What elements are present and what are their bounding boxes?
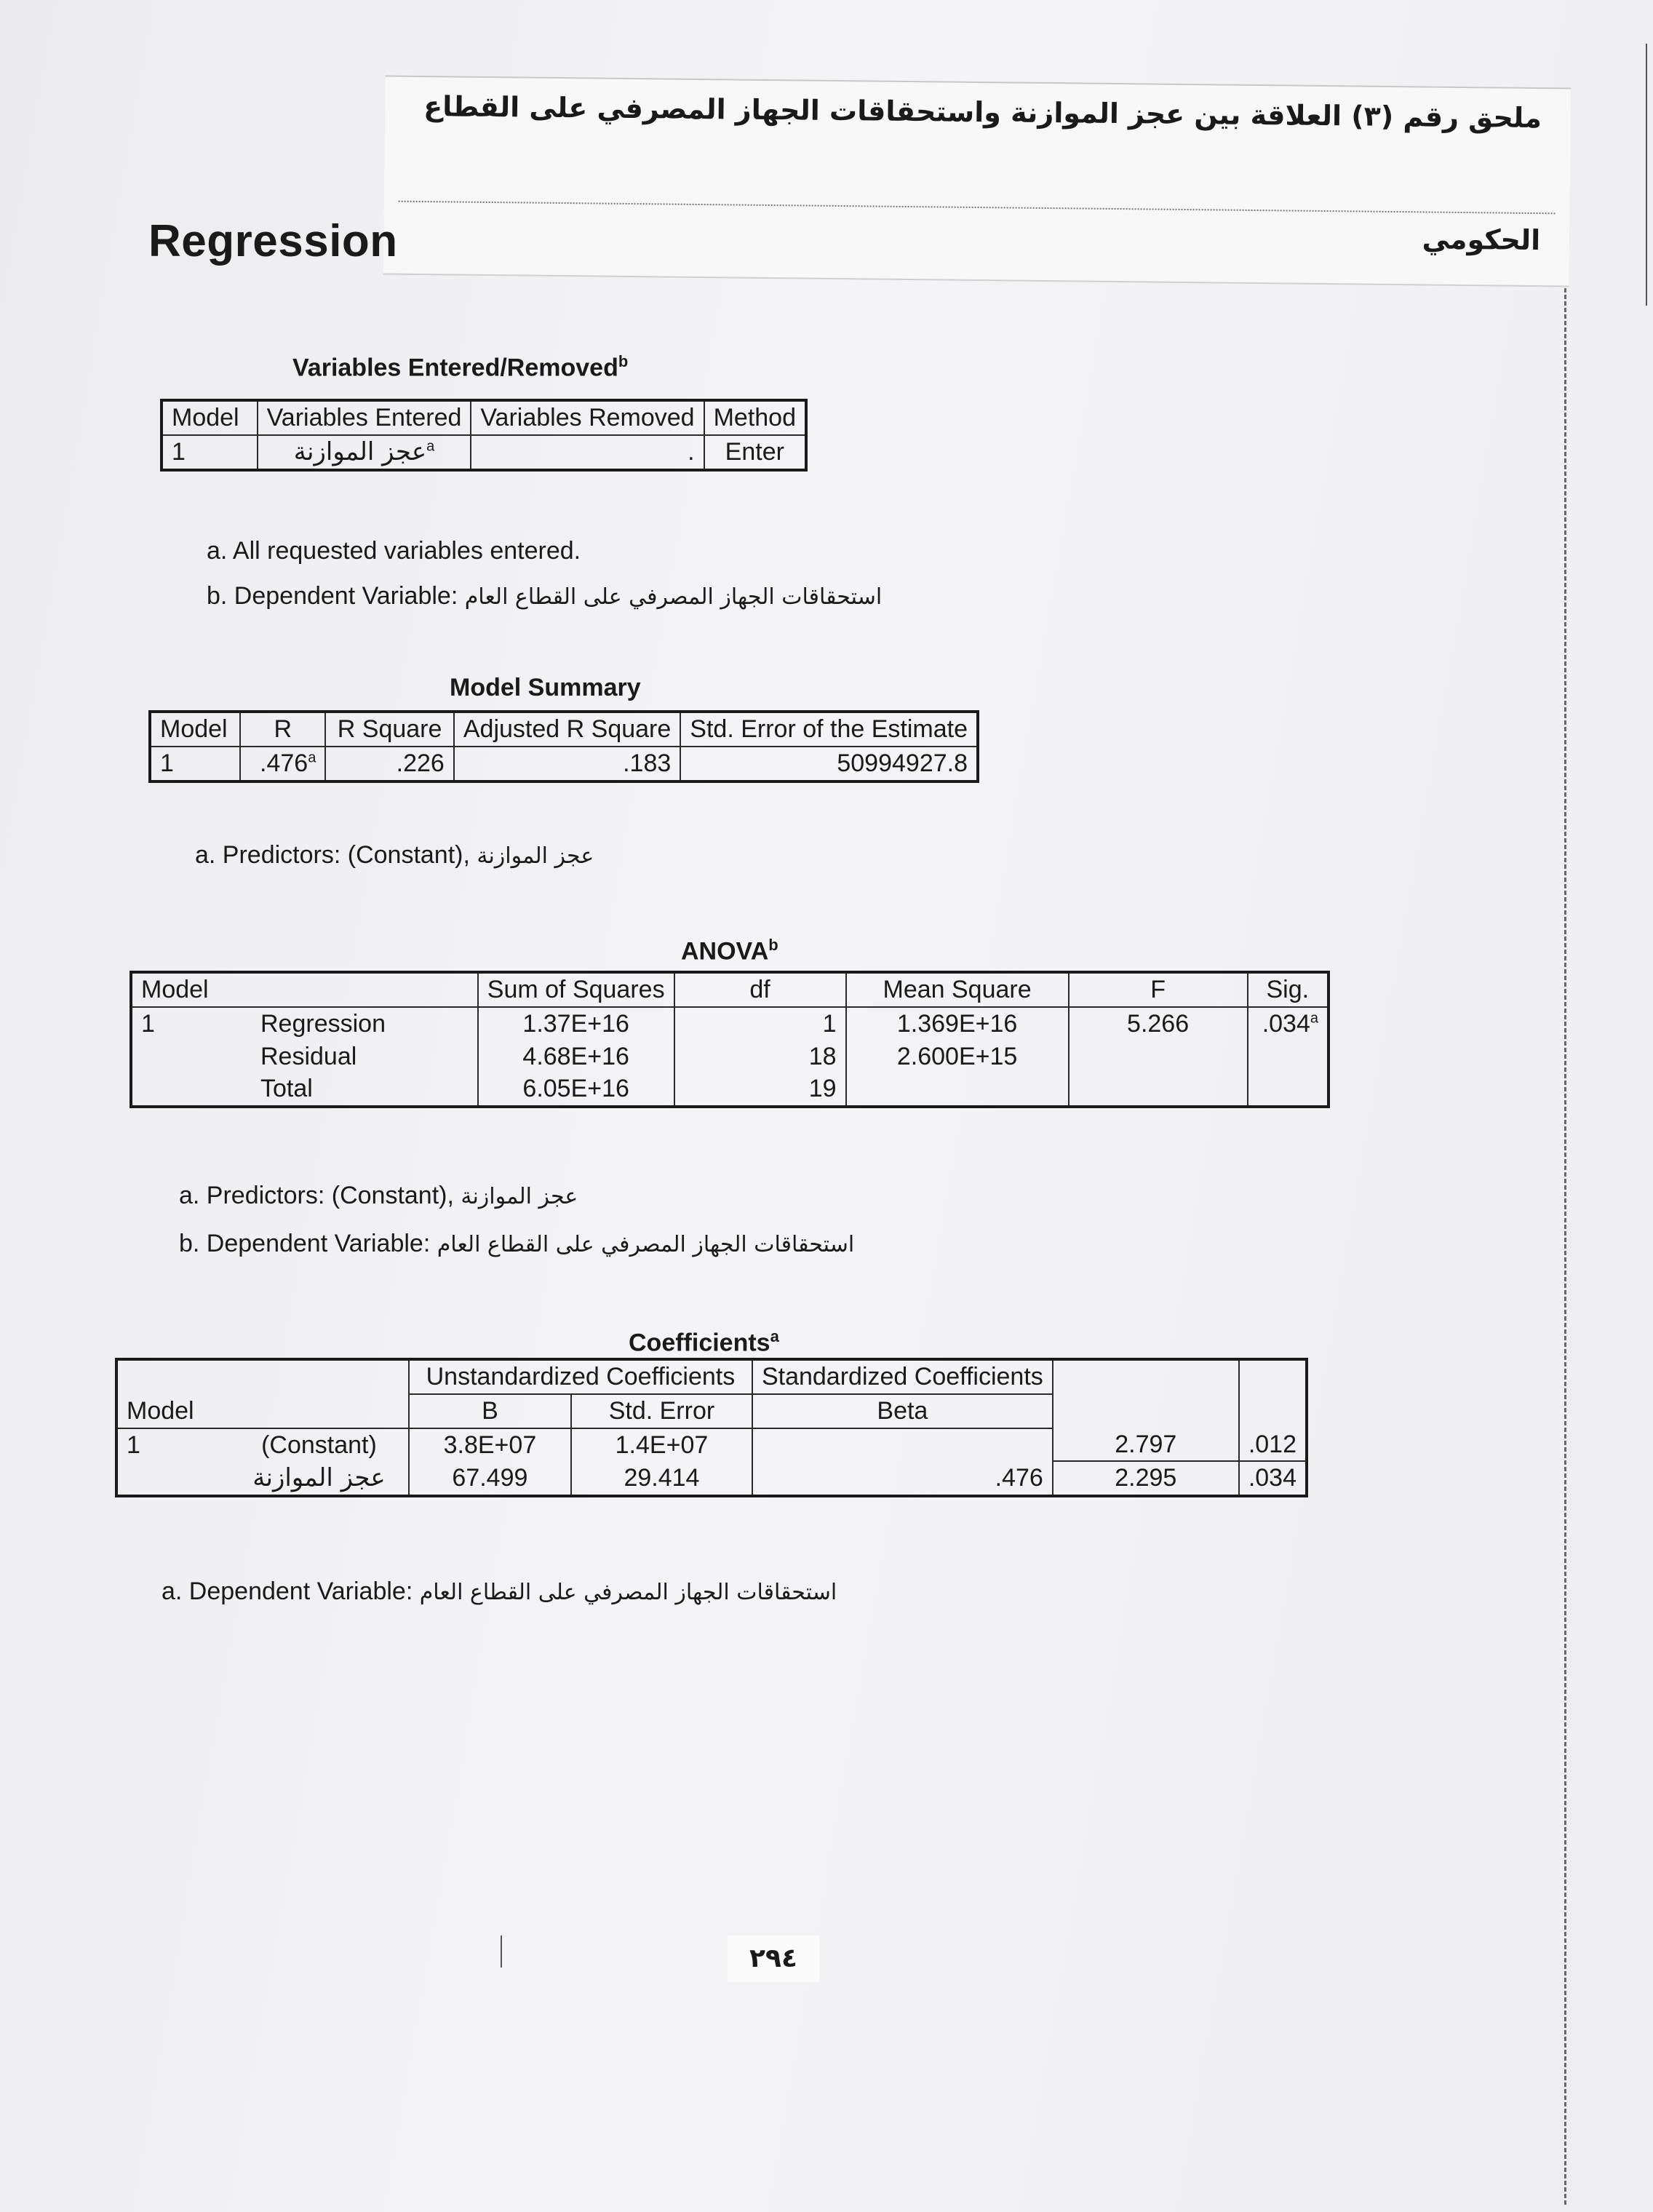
col-model: Model [131, 972, 478, 1007]
row-df: 19 [674, 1073, 846, 1107]
page-number: ٢٩٤ [728, 1936, 819, 1982]
row-ss: 4.68E+16 [478, 1041, 674, 1073]
col-sig [1239, 1359, 1307, 1428]
table-row [116, 1428, 1307, 1462]
header-line-2: الحكومي [1422, 223, 1541, 257]
row-entered: عجز الموازنة$^a$ [258, 435, 471, 470]
variables-table [160, 399, 808, 472]
row-df: 18 [674, 1041, 846, 1073]
coefficients-note: a. Dependent Variable: استحقاقات الجهاز المصرفي على القطاع العام [162, 1578, 837, 1605]
row-ms: 2.600E+15 [846, 1041, 1069, 1073]
row-df: 1 [674, 1007, 846, 1041]
col-model: Model [116, 1359, 409, 1428]
row-std-error: 50994927.8 [680, 747, 978, 781]
row-model: 1 [131, 1007, 252, 1041]
row-f: 5.266 [1069, 1007, 1248, 1041]
row-model: 1 [150, 747, 240, 781]
row-model: 1 [162, 435, 258, 470]
anova-note-b: b. Dependent Variable: استحقاقات الجهاز المصرفي على القطاع العام [179, 1230, 855, 1257]
row-se: 1.4E+07 [571, 1428, 752, 1462]
col-std-error: Std. Error of the Estimate [680, 712, 978, 747]
variables-note-a: a. All requested variables entered. [207, 537, 581, 565]
row-removed: . [471, 435, 704, 470]
col-df: df [674, 972, 846, 1007]
table-row [131, 1073, 1329, 1107]
col-sum-of-squares: Sum of Squares [478, 972, 674, 1007]
row-se: 29.414 [571, 1461, 752, 1496]
row-beta: .476 [752, 1461, 1053, 1496]
col-r-square: R Square [325, 712, 454, 747]
scan-mark [501, 1936, 502, 1968]
row-sig: .012 [1239, 1428, 1307, 1462]
row-adj-r-square: .183 [454, 747, 680, 781]
header-divider [399, 201, 1556, 215]
row-r-square: .226 [325, 747, 454, 781]
row-label: (Constant) [230, 1428, 409, 1462]
col-f: F [1069, 972, 1248, 1007]
row-sig: .034$^a$ [1248, 1007, 1329, 1041]
col-sig: Sig. [1248, 972, 1329, 1007]
table-row [116, 1461, 1307, 1496]
row-ms: 1.369E+16 [846, 1007, 1069, 1041]
anova-note-a: a. Predictors: (Constant), عجز الموازنة [179, 1182, 578, 1209]
col-t [1053, 1359, 1239, 1428]
col-mean-square: Mean Square [846, 972, 1069, 1007]
col-adj-r-square: Adjusted R Square [454, 712, 680, 747]
row-b: 67.499 [409, 1461, 571, 1496]
row-r: .476$^a$ [240, 747, 325, 781]
row-ss: 1.37E+16 [478, 1007, 674, 1041]
row-sig: .034 [1239, 1461, 1307, 1496]
row-label: Total [252, 1073, 478, 1107]
col-removed: Variables Removed [471, 400, 704, 435]
scan-edge-line-outer [1646, 44, 1647, 306]
col-beta: Beta [752, 1394, 1053, 1428]
variables-note-b: b. Dependent Variable: استحقاقات الجهاز المصرفي على القطاع العام [207, 582, 883, 610]
row-model: 1 [116, 1428, 230, 1462]
section-title: Regression [148, 216, 398, 266]
col-r: R [240, 712, 325, 747]
group-standardized: Standardized Coefficients [752, 1359, 1053, 1394]
row-method: Enter [704, 435, 806, 470]
col-model: Model [162, 400, 258, 435]
row-label: Regression [252, 1007, 478, 1041]
row-b: 3.8E+07 [409, 1428, 571, 1462]
table-row [131, 1007, 1329, 1041]
scan-edge-line [1564, 131, 1566, 2205]
row-label: عجز الموازنة [230, 1461, 409, 1496]
anova-title: ANOVA$^b$ [681, 936, 778, 966]
coefficients-title: Coefficients$^a$ [629, 1327, 779, 1357]
col-model: Model [150, 712, 240, 747]
col-std-error: Std. Error [571, 1394, 752, 1428]
row-t: 2.797 [1053, 1428, 1239, 1462]
appendix-header [383, 75, 1572, 285]
col-entered: Variables Entered [258, 400, 471, 435]
row-t: 2.295 [1053, 1461, 1239, 1496]
table-row [131, 1041, 1329, 1073]
variables-table-title: Variables Entered/Removed$^b$ [292, 352, 629, 382]
row-ss: 6.05E+16 [478, 1073, 674, 1107]
header-line-1: ملحق رقم (٣) العلاقة بين عجز الموازنة واستحقاقات الجهاز المصرفي على القطاع [423, 90, 1542, 135]
col-method: Method [704, 400, 806, 435]
row-label: Residual [252, 1041, 478, 1073]
group-unstandardized: Unstandardized Coefficients [409, 1359, 752, 1394]
row-beta [752, 1428, 1053, 1462]
col-b: B [409, 1394, 571, 1428]
coefficients-table [115, 1358, 1308, 1497]
anova-table [130, 971, 1330, 1108]
model-summary-note: a. Predictors: (Constant), عجز الموازنة [195, 841, 594, 869]
model-summary-title: Model Summary [450, 674, 641, 701]
model-summary-table [148, 710, 979, 783]
